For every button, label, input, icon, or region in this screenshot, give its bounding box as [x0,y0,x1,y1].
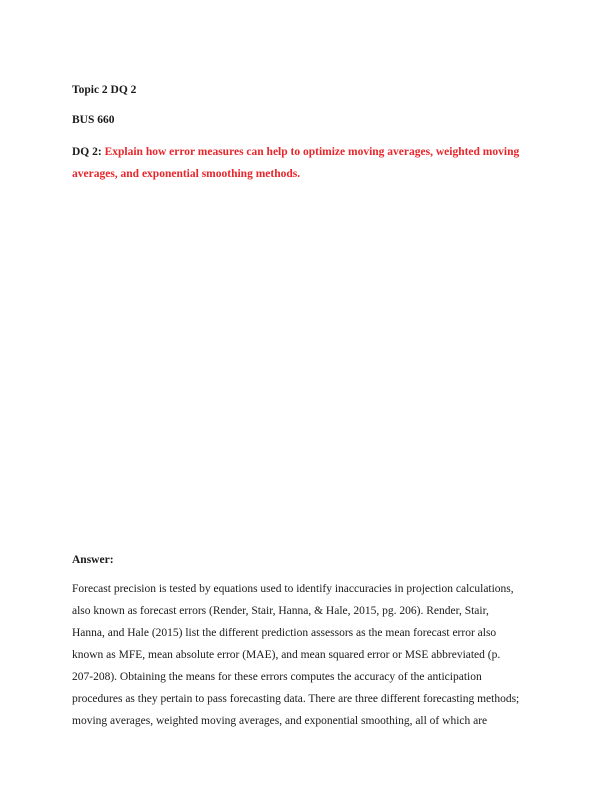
answer-label: Answer: [72,554,114,566]
answer-body [72,578,542,732]
question-label: DQ 2: [72,146,102,158]
question-text: Explain how error measures can help to optimize moving averages, weighted moving averages, and exponential smoothing methods. [72,146,520,180]
answer-line: also known as forecast errors (Render, Stair, Hanna, & Hale, 2015, pg. 206). Render, Stair, [72,605,489,617]
answer-line: procedures as they pertain to pass forecasting data. There are three different forecasting methods; [72,693,520,705]
course-code: BUS 660 [72,114,115,126]
answer-line: Forecast precision is tested by equations used to identify inaccuracies in projection calculations, [72,583,514,595]
discussion-question [72,141,542,185]
answer-line: Hanna, and Hale (2015) list the different prediction assessors as the mean forecast error also [72,627,497,639]
answer-line: moving averages, weighted moving averages, and exponential smoothing, all of which are [72,715,488,727]
answer-line: 207-208). Obtaining the means for these errors computes the accuracy of the anticipation [72,671,482,683]
topic-heading: Topic 2 DQ 2 [72,84,137,96]
answer-line: known as MFE, mean absolute error (MAE), and mean squared error or MSE abbreviated (p. [72,649,501,661]
